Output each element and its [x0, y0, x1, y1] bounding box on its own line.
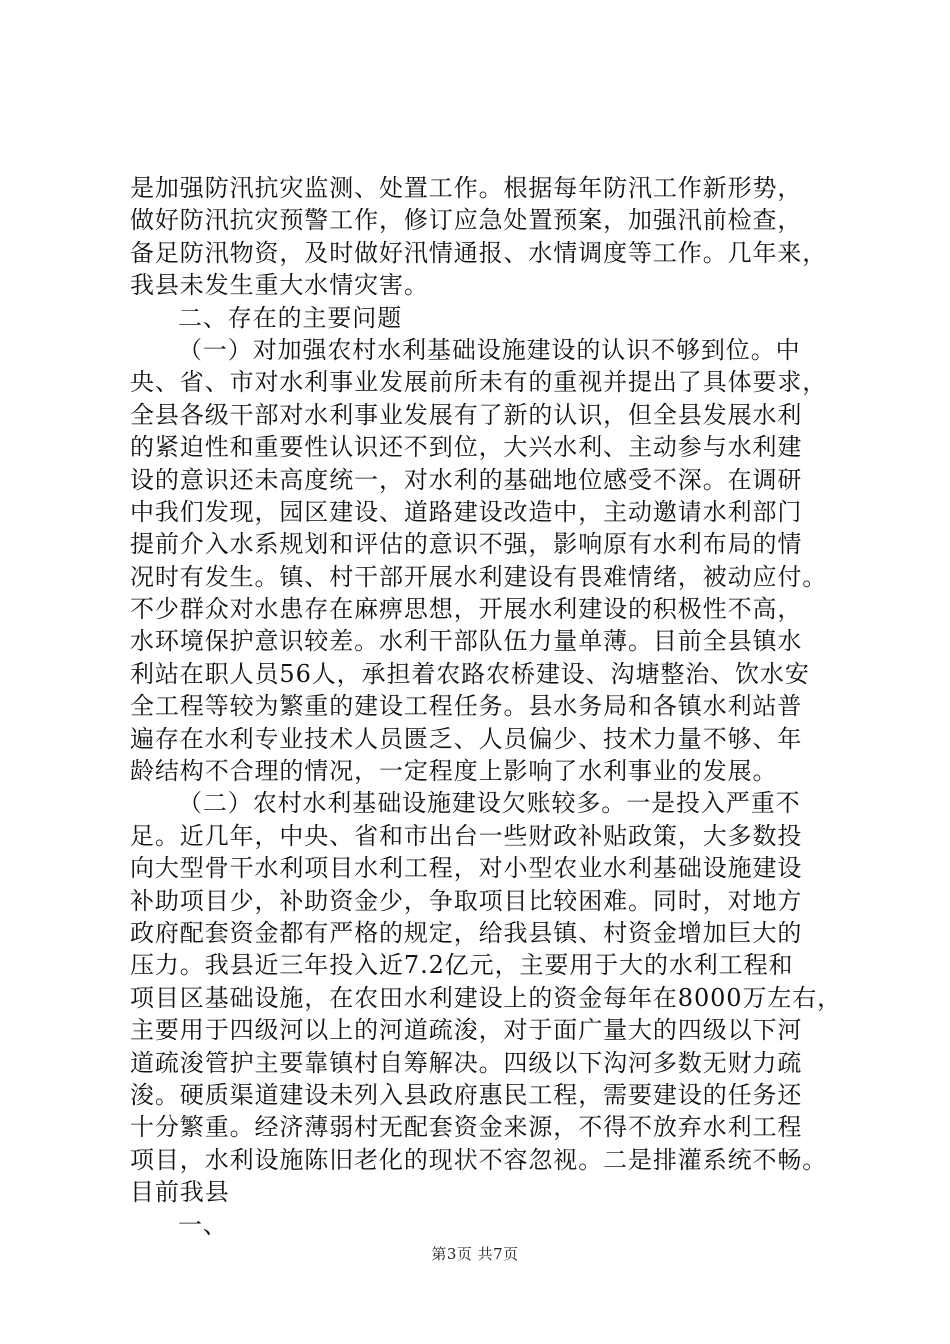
text-line: 央、省、市对水利事业发展前所未有的重视并提出了具体要求，: [130, 368, 828, 397]
document-body: [130, 172, 843, 1241]
text-line: 备足防汛物资，及时做好汛情通报、水情调度等工作。几年来，: [130, 238, 828, 267]
paragraph-start: （一）对加强农村水利基础设施建设的认识不够到位。中: [178, 335, 801, 364]
text-line: 项目，水利设施陈旧老化的现状不容忽视。二是排灌系统不畅。: [130, 1145, 828, 1174]
text-line: 全工程等较为繁重的建设工程任务。县水务局和各镇水利站普: [130, 692, 803, 721]
text-line: 的紧迫性和重要性认识还不到位，大兴水利、主动参与水利建: [130, 433, 803, 462]
text-line: 道疏浚管护主要靠镇村自筹解决。四级以下沟河多数无财力疏: [130, 1048, 803, 1077]
text-line: 遍存在水利专业技术人员匮乏、人员偏少、技术力量不够、年: [130, 724, 803, 753]
text-line: 做好防汛抗灾预警工作，修订应急处置预案，加强汛前检查，: [130, 206, 803, 235]
text-line: 是加强防汛抗灾监测、处置工作。根据每年防汛工作新形势，: [130, 174, 803, 202]
text-line: 设的意识还未高度统一，对水利的基础地位感受不深。在调研: [130, 465, 803, 494]
text-line: 政府配套资金都有严格的规定，给我县镇、村资金增加巨大的: [130, 918, 803, 947]
paragraph-start: （二）农村水利基础设施建设欠账较多。一是投入严重不: [178, 789, 801, 818]
page-indicator: 第3页 共7页: [431, 1245, 519, 1263]
page-footer: [0, 1243, 950, 1264]
text-line: 全县各级干部对水利事业发展有了新的认识，但全县发展水利: [130, 400, 803, 429]
text-line: 主要用于四级河以上的河道疏浚，对于面广量大的四级以下河: [130, 1016, 803, 1045]
text-line: 十分繁重。经济薄弱村无配套资金来源，不得不放弃水利工程: [130, 1113, 803, 1142]
text-line: 我县未发生重大水情灾害。: [130, 271, 429, 300]
text-line: 中我们发现，园区建设、道路建设改造中，主动邀请水利部门: [130, 497, 803, 526]
text-line: 浚。硬质渠道建设未列入县政府惠民工程，需要建设的任务还: [130, 1080, 803, 1109]
section-heading-fragment: 一、: [178, 1210, 228, 1239]
text-line: 目前我县: [130, 1178, 230, 1207]
text-line: 项目区基础设施，在农田水利建设上的资金每年在8000万左右，: [130, 983, 843, 1012]
text-line: 向大型骨干水利项目水利工程，对小型农业水利基础设施建设: [130, 854, 803, 883]
text-line: 水环境保护意识较差。水利干部队伍力量单薄。目前全县镇水: [130, 627, 803, 656]
text-line: 利站在职人员56人，承担着农路农桥建设、沟塘整治、饮水安: [130, 659, 810, 688]
text-line: 龄结构不合理的情况，一定程度上影响了水利事业的发展。: [130, 757, 778, 786]
text-line: 足。近几年，中央、省和市出台一些财政补贴政策，大多数投: [130, 821, 803, 850]
text-line: 提前介入水系规划和评估的意识不强，影响原有水利布局的情: [130, 530, 803, 559]
text-line: 不少群众对水患存在麻痹思想，开展水利建设的积极性不高，: [130, 595, 803, 624]
section-heading: 二、存在的主要问题: [178, 303, 403, 332]
text-line: 补助项目少，补助资金少，争取项目比较困难。同时，对地方: [130, 886, 803, 915]
text-line: 压力。我县近三年投入近7.2亿元，主要用于大的水利工程和: [130, 951, 794, 980]
text-line: 况时有发生。镇、村干部开展水利建设有畏难情绪，被动应付。: [130, 562, 828, 591]
